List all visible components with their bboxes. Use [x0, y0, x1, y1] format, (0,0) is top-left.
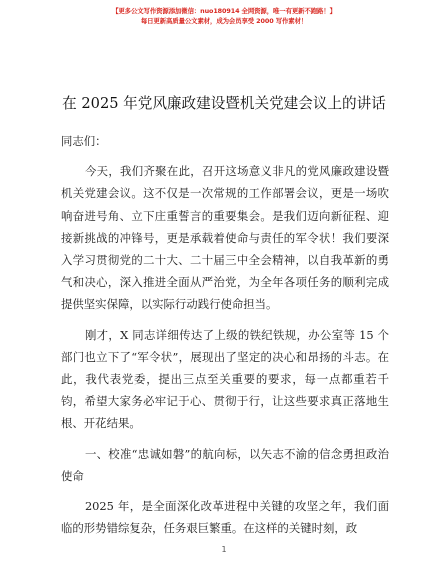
paragraph-3: 2025 年，是全面深化改革进程中关键的攻坚之年，我们面临的形势错综复杂，任务艰巨繁重。在这样的关键时刻，政	[61, 499, 389, 536]
promo-banner	[0, 6, 448, 26]
promo-banner-line-2: 每日更新高质量公文素材，成为会员享受 2000 写作素材！	[140, 17, 308, 25]
promo-banner-line-1: 【更多公文写作资源添加微信：nuo180914 全网资源，唯一有更新不跑路！】	[112, 7, 336, 15]
document-body	[61, 130, 389, 539]
section-heading-1: 一、校准“忠诚如磐”的航向标，以矢志不渝的信念勇担政治使命	[61, 446, 389, 483]
document-title: 在 2025 年党风廉政建设暨机关党建会议上的讲话	[62, 95, 386, 112]
salutation: 同志们：	[61, 134, 107, 148]
paragraph-1: 今天，我们齐聚在此，召开这场意义非凡的党风廉政建设暨机关党建会议。这不仅是一次常规的工作部署会议，更是一场吹响奋进号角、立下庄重誓言的重要集会。是我们迈向新征程、迎接新挑战的冲锋号，更是承载着使命与责任的军令状！我们要深入学习贯彻党的二十大、二十届三中全会精神，以自我革新的勇气和决心，深入推进全面从严治党，为全年各项任务的顺利完成提供坚实保障，以实际行动践行使命担当。	[61, 164, 389, 312]
paragraph-2: 刚才，X 同志详细传达了上级的铁纪铁规，办公室等 15 个部门也立下了“军令状”，展现出了坚定的决心和昂扬的斗志。在此，我代表党委，提出三点至关重要的要求，每一点都重若千钧，希望大家务必牢记于心、贯彻于行，让这些要求真正落地生根、开花结果。	[61, 327, 389, 431]
page-number: 1	[221, 545, 227, 554]
